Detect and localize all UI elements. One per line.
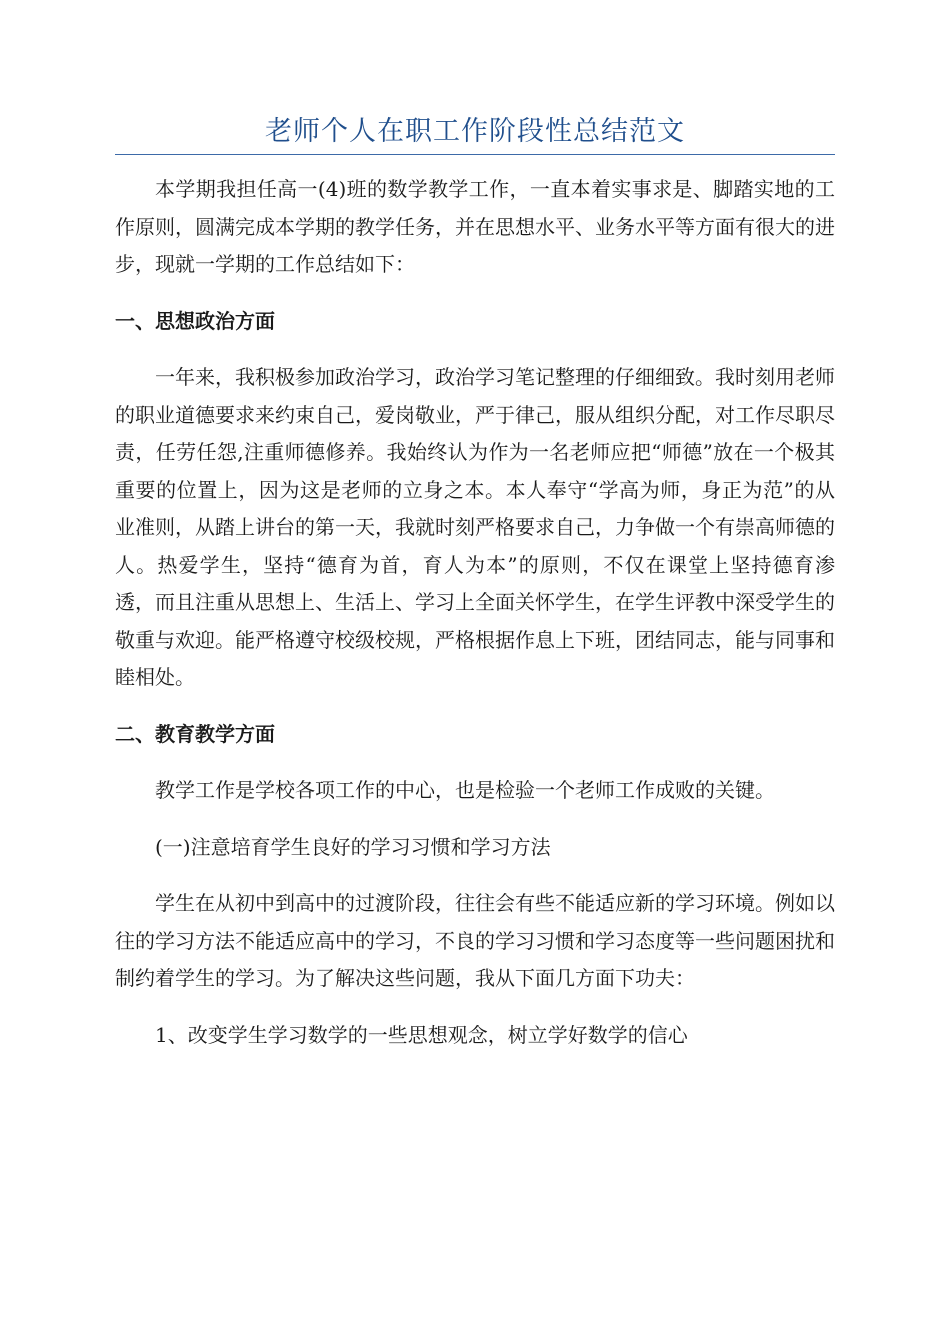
habits-paragraph: 学生在从初中到高中的过渡阶段，往往会有些不能适应新的学习环境。例如以往的学习方法不能适应高中的学习，不良的学习习惯和学习态度等一些问题困扰和制约着学生的学习。为了解决这些问题，我从下面几方面下功夫：	[115, 891, 835, 990]
title-underline	[115, 154, 835, 155]
subsection-heading-habits: (一)注意培育学生良好的学习习惯和学习方法	[155, 834, 551, 859]
section-heading-teaching: 二、教育教学方面	[115, 721, 275, 746]
intro-paragraph: 本学期我担任高一(4)班的数学教学工作，一直本着实事求是、脚踏实地的工作原则，圆满完成本学期的教学任务，并在思想水平、业务水平等方面有很大的进步，现就一学期的工作总结如下：	[115, 177, 835, 276]
section-heading-ideology: 一、思想政治方面	[115, 308, 275, 333]
teaching-paragraph: 教学工作是学校各项工作的中心，也是检验一个老师工作成败的关键。	[155, 778, 775, 802]
document-title: 老师个人在职工作阶段性总结范文	[265, 116, 685, 147]
list-item-1: 1、改变学生学习数学的一些思想观念，树立学好数学的信心	[155, 1022, 688, 1047]
ideology-paragraph: 一年来，我积极参加政治学习，政治学习笔记整理的仔细细致。我时刻用老师的职业道德要求来约束自己，爱岗敬业，严于律己，服从组织分配，对工作尽职尽责，任劳任怨,注重师德修养。我始终认为作为一名老师应把“师德”放在一个极其重要的位置上，因为这是老师的立身之本。本人奉守“学高为师，身正为范”的从业准则，从踏上讲台的第一天，我就时刻严格要求自己，力争做一个有崇高师德的人。热爱学生，坚持“德育为首，育人为本”的原则，不仅在课堂上坚持德育渗透，而且注重从思想上、生活上、学习上全面关怀学生，在学生评教中深受学生的敬重与欢迎。能严格遵守校级校规，严格根据作息上下班，团结同志，能与同事和睦相处。	[115, 365, 835, 689]
document-page	[115, 112, 835, 1073]
